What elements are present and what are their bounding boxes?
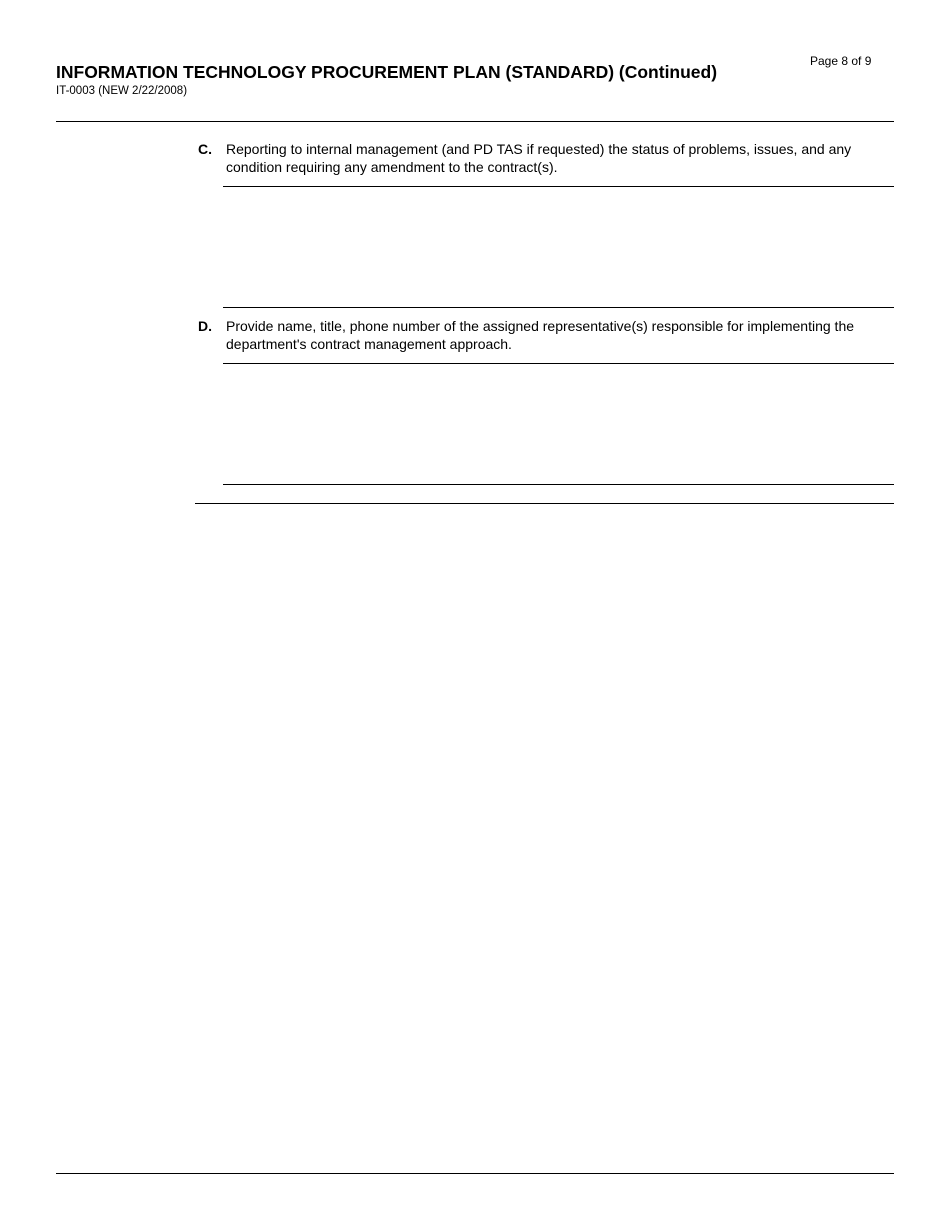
section-d-letter: D. <box>198 318 212 334</box>
section-c-answer-field[interactable] <box>223 188 894 306</box>
section-end-rule <box>195 503 894 504</box>
section-c-prompt: Reporting to internal management (and PD TAS if requested) the status of problems, issues, and any condition requiring any amendment to the contract(s). <box>226 141 852 175</box>
section-c-letter: C. <box>198 141 212 157</box>
section-d-answer-field[interactable] <box>223 365 894 483</box>
section-c-top-rule <box>223 186 894 187</box>
header-divider <box>56 121 894 122</box>
section-d-bottom-rule <box>223 484 894 485</box>
form-title: INFORMATION TECHNOLOGY PROCUREMENT PLAN (STANDARD) (Continued) <box>56 62 718 82</box>
section-d-top-rule <box>223 363 894 364</box>
section-c-bottom-rule <box>223 307 894 308</box>
section-d-prompt: Provide name, title, phone number of the assigned representative(s) responsible for implementing the department's contract management approach. <box>226 318 855 352</box>
page-number: Page 8 of 9 <box>810 54 872 68</box>
footer-divider <box>56 1173 894 1174</box>
form-code: IT-0003 (NEW 2/22/2008) <box>56 85 188 97</box>
